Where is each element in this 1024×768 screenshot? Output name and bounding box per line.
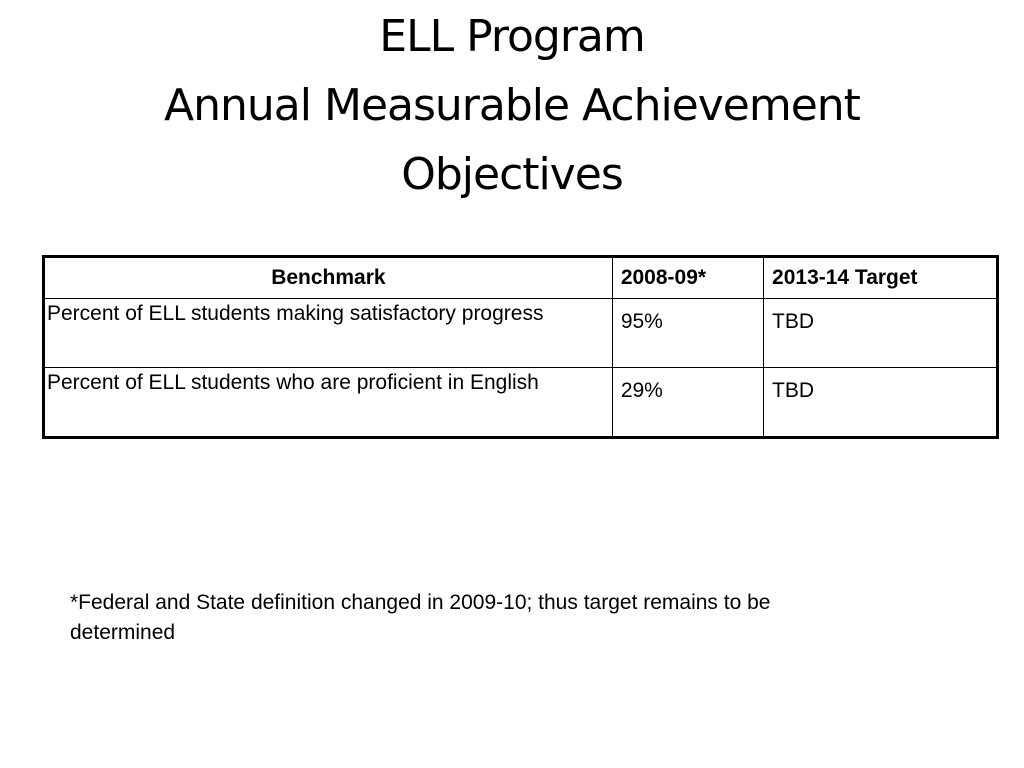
table-row (44, 299, 998, 368)
row-1-2008-09: 95% (612, 299, 763, 368)
title-line-2: Annual Measurable Achievement (164, 80, 860, 131)
row-1-target: TBD (764, 299, 998, 368)
row-2-target: TBD (764, 368, 998, 438)
row-2-2008-09: 29% (612, 368, 763, 438)
slide-title (0, 2, 1024, 209)
row-2-benchmark: Percent of ELL students who are proficient in English (44, 368, 613, 438)
footnote: *Federal and State definition changed in 2009-10; thus target remains to be determined (70, 591, 771, 644)
header-2013-14-target: 2013-14 Target (764, 257, 998, 299)
benchmark-table (42, 255, 999, 439)
table-header-row (44, 257, 998, 299)
title-line-1: ELL Program (379, 11, 645, 62)
table-row (44, 368, 998, 438)
header-2008-09: 2008-09* (612, 257, 763, 299)
row-1-benchmark: Percent of ELL students making satisfactory progress (44, 299, 613, 368)
header-benchmark: Benchmark (44, 257, 613, 299)
title-line-3: Objectives (401, 149, 623, 200)
